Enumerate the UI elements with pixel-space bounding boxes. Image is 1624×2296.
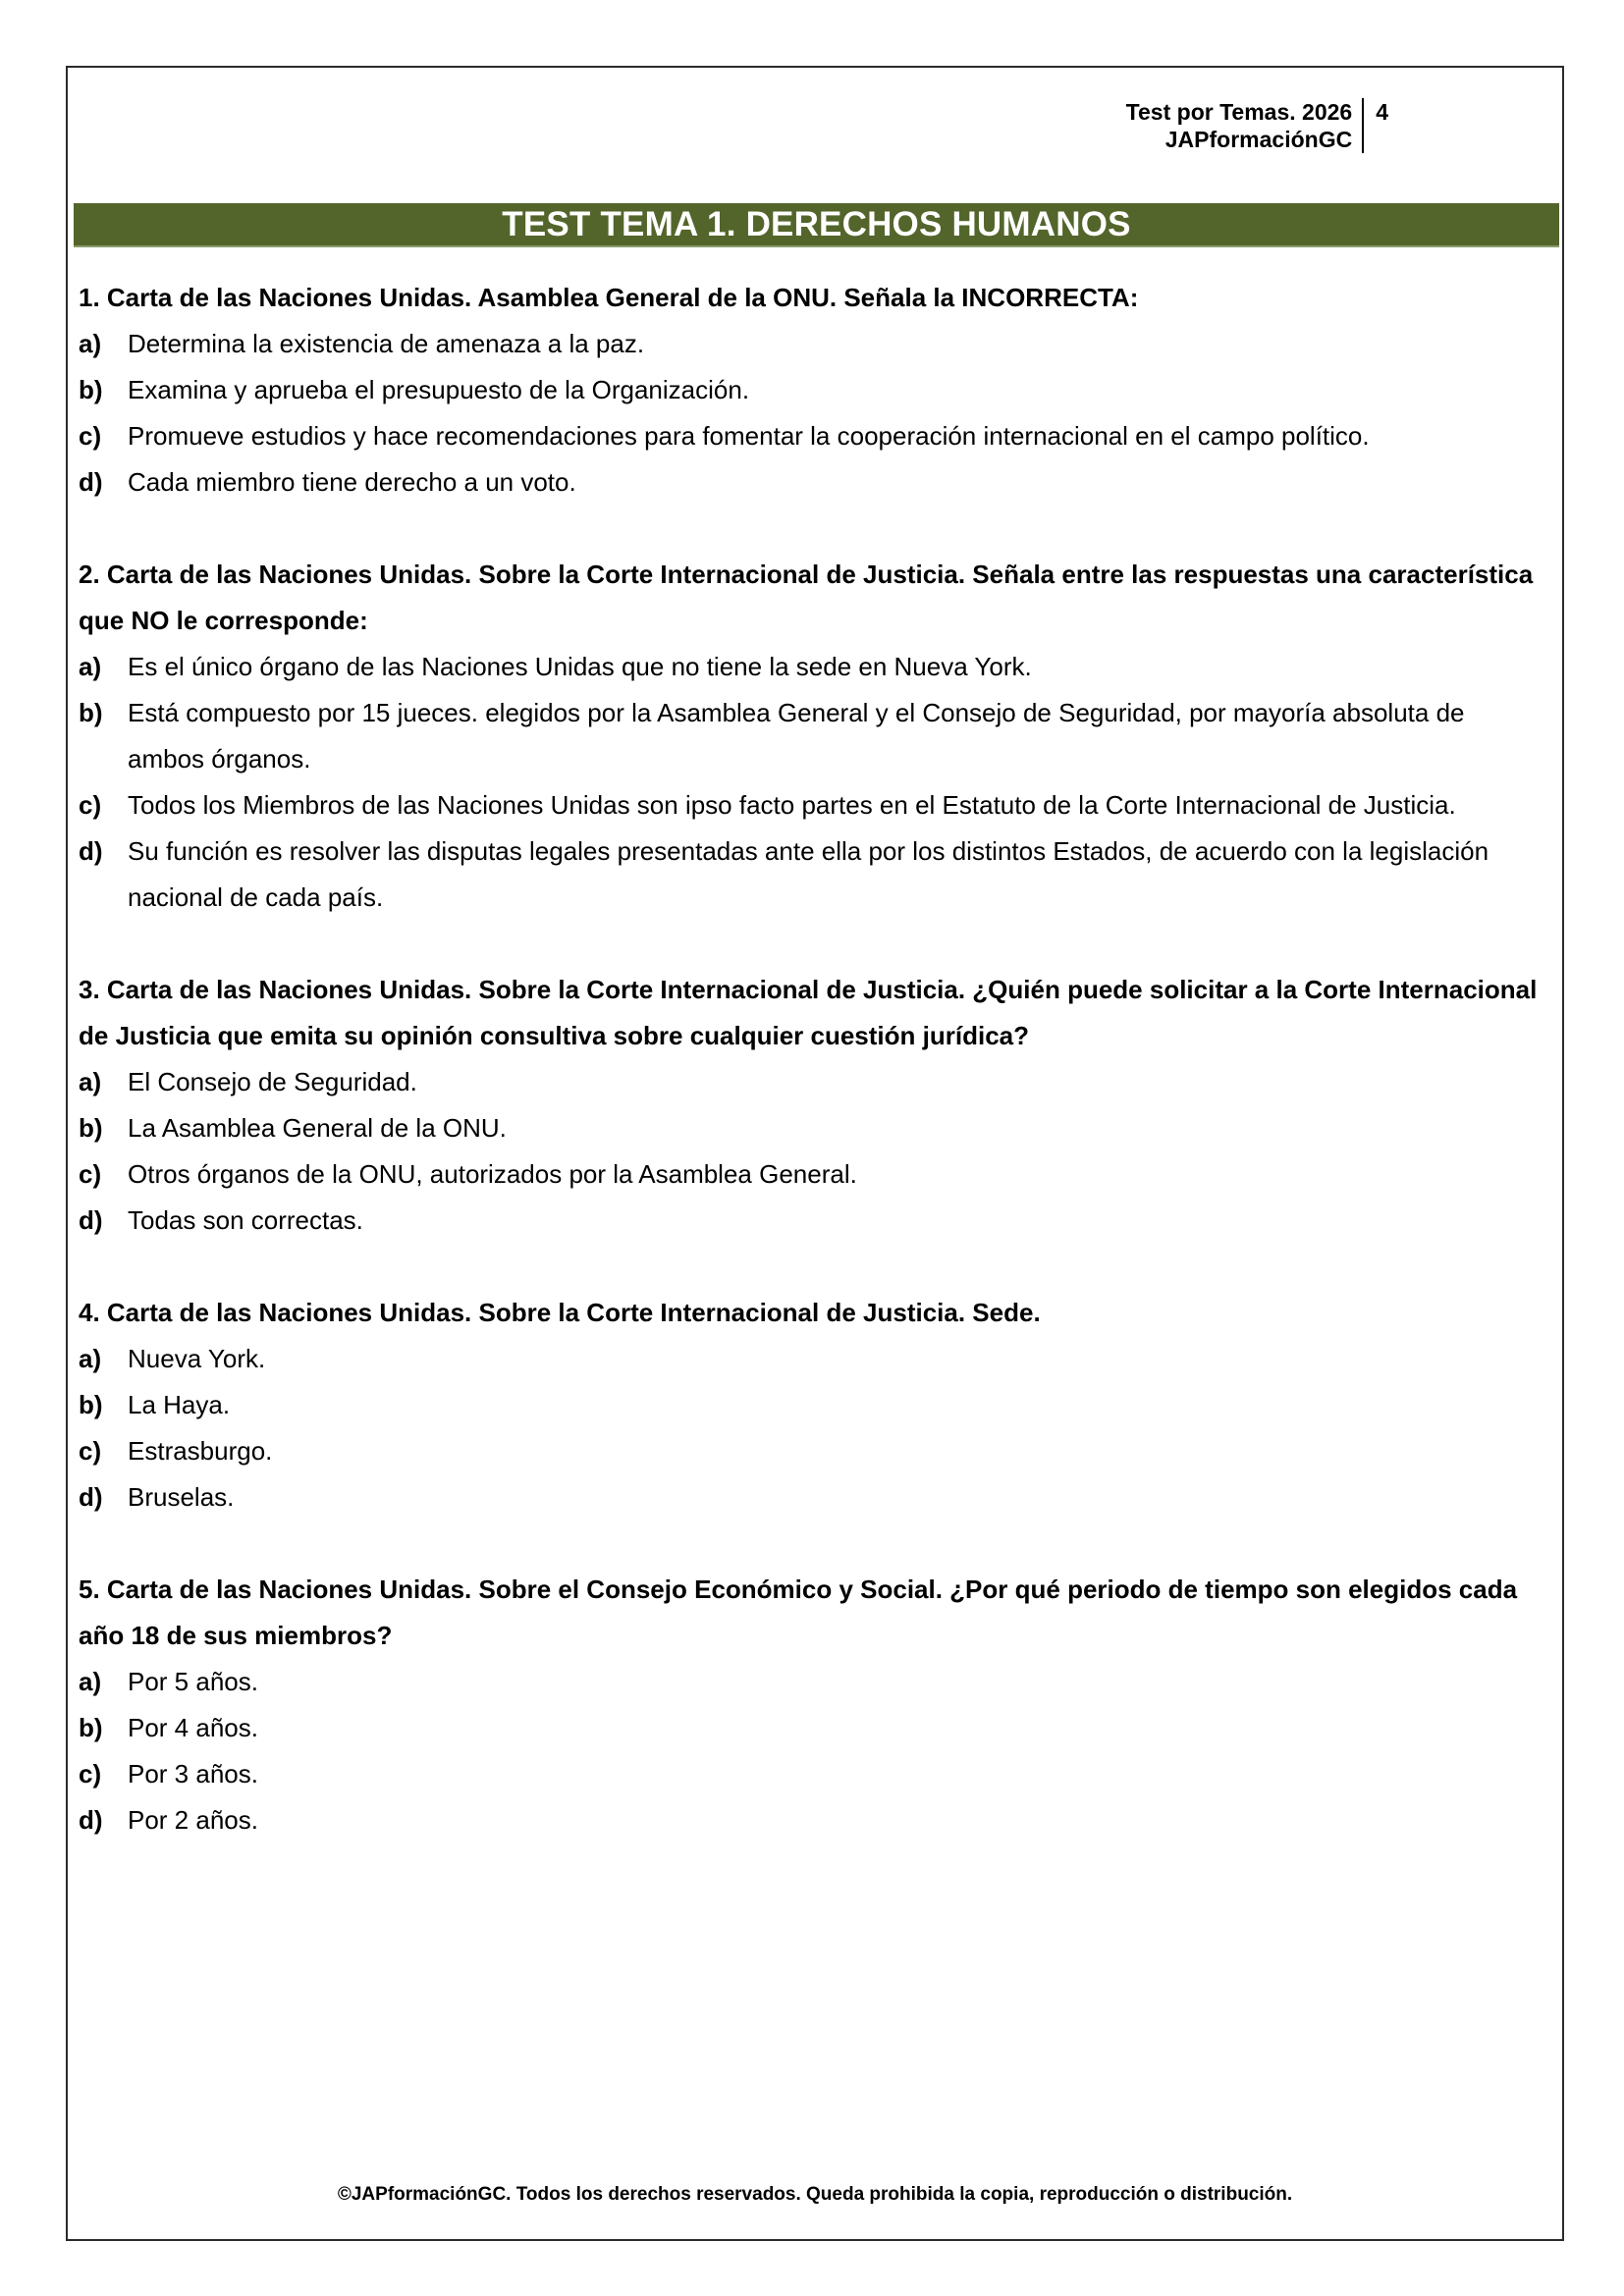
option-text: Promueve estudios y hace recomendaciones para fomentar la cooperación internacional en el campo político. xyxy=(128,421,1370,451)
header-brand: JAPformaciónGC xyxy=(1164,127,1353,152)
answer-option xyxy=(79,1198,1542,1244)
option-text: Su función es resolver las disputas legales presentadas ante ella por los distintos Estados, de acuerdo con la legislación nacional de cada país. xyxy=(128,836,1489,912)
answer-option xyxy=(79,1336,1542,1382)
option-letter: c) xyxy=(79,790,102,820)
question-title: 3. Carta de las Naciones Unidas. Sobre la Corte Internacional de Justicia. ¿Quién puede solicitar a la Corte Internacional de Justicia que emita su opinión consultiva sobre cualquier cuestión jurídica? xyxy=(79,975,1538,1050)
answer-option xyxy=(79,321,1542,367)
answer-option xyxy=(79,828,1542,921)
option-text: Por 4 años. xyxy=(128,1713,258,1742)
answer-option xyxy=(79,1751,1542,1797)
copyright-footer: ©JAPformaciónGC. Todos los derechos reservados. Queda prohibida la copia, reproducción o distribución. xyxy=(337,2184,1293,2205)
option-letter: d) xyxy=(79,1482,103,1512)
answer-option xyxy=(79,1428,1542,1474)
page-header xyxy=(1126,98,1388,153)
option-letter: d) xyxy=(79,467,103,497)
answer-option xyxy=(79,459,1542,506)
option-text: Es el único órgano de las Naciones Unidas que no tiene la sede en Nueva York. xyxy=(128,652,1032,681)
answer-option xyxy=(79,690,1542,782)
option-letter: a) xyxy=(79,1667,102,1696)
option-text: Otros órganos de la ONU, autorizados por la Asamblea General. xyxy=(128,1159,857,1189)
page-number: 4 xyxy=(1376,99,1388,125)
page-title: TEST TEMA 1. DERECHOS HUMANOS xyxy=(502,204,1131,243)
answer-option xyxy=(79,644,1542,690)
option-letter: b) xyxy=(79,375,103,404)
option-letter: d) xyxy=(79,1205,103,1235)
answer-option xyxy=(79,1659,1542,1705)
option-letter: d) xyxy=(79,1805,103,1835)
option-letter: d) xyxy=(79,836,103,866)
header-title: Test por Temas. 2026 xyxy=(1125,99,1353,125)
answer-option xyxy=(79,367,1542,413)
question-title: 5. Carta de las Naciones Unidas. Sobre el Consejo Económico y Social. ¿Por qué periodo de tiempo son elegidos cada año 18 de sus miembros? xyxy=(79,1575,1518,1650)
option-letter: a) xyxy=(79,1344,102,1373)
answer-option xyxy=(79,413,1542,459)
header-text xyxy=(1126,98,1363,153)
question xyxy=(79,967,1542,1244)
option-text: Bruselas. xyxy=(128,1482,235,1512)
option-text: Por 2 años. xyxy=(128,1805,258,1835)
option-letter: c) xyxy=(79,1159,102,1189)
option-text: La Haya. xyxy=(128,1390,231,1419)
answer-option xyxy=(79,1797,1542,1843)
answer-option xyxy=(79,1382,1542,1428)
answer-option xyxy=(79,1705,1542,1751)
option-text: La Asamblea General de la ONU. xyxy=(128,1113,507,1143)
option-letter: a) xyxy=(79,329,102,358)
answer-option xyxy=(79,782,1542,828)
answer-option xyxy=(79,1151,1542,1198)
option-letter: c) xyxy=(79,1436,102,1466)
question xyxy=(79,1290,1542,1521)
option-text: Por 3 años. xyxy=(128,1759,258,1789)
option-letter: b) xyxy=(79,1113,103,1143)
option-text: Examina y aprueba el presupuesto de la Organización. xyxy=(128,375,750,404)
option-text: Estrasburgo. xyxy=(128,1436,273,1466)
option-text: Todos los Miembros de las Naciones Unidas son ipso facto partes en el Estatuto de la Corte Internacional de Justicia. xyxy=(128,790,1456,820)
question xyxy=(79,1567,1542,1843)
option-letter: c) xyxy=(79,421,102,451)
option-letter: b) xyxy=(79,1390,103,1419)
option-text: Nueva York. xyxy=(128,1344,266,1373)
option-letter: a) xyxy=(79,652,102,681)
option-letter: b) xyxy=(79,1713,103,1742)
question-title: 1. Carta de las Naciones Unidas. Asamblea General de la ONU. Señala la INCORRECTA: xyxy=(79,283,1139,312)
answer-option xyxy=(79,1105,1542,1151)
option-letter: b) xyxy=(79,698,103,727)
option-text: Cada miembro tiene derecho a un voto. xyxy=(128,467,576,497)
title-bar xyxy=(74,203,1559,247)
option-text: Por 5 años. xyxy=(128,1667,258,1696)
questions-list xyxy=(79,275,1542,1890)
question-title: 2. Carta de las Naciones Unidas. Sobre la Corte Internacional de Justicia. Señala entre las respuestas una característica que NO le corresponde: xyxy=(79,560,1534,635)
question xyxy=(79,552,1542,921)
answer-option xyxy=(79,1059,1542,1105)
question-title: 4. Carta de las Naciones Unidas. Sobre la Corte Internacional de Justicia. Sede. xyxy=(79,1298,1041,1327)
option-text: Determina la existencia de amenaza a la paz. xyxy=(128,329,645,358)
option-text: Todas son correctas. xyxy=(128,1205,363,1235)
option-text: Está compuesto por 15 jueces. elegidos por la Asamblea General y el Consejo de Seguridad, por mayoría absoluta de ambos órganos. xyxy=(128,698,1465,774)
option-letter: c) xyxy=(79,1759,102,1789)
answer-option xyxy=(79,1474,1542,1521)
question xyxy=(79,275,1542,506)
option-text: El Consejo de Seguridad. xyxy=(128,1067,417,1096)
option-letter: a) xyxy=(79,1067,102,1096)
